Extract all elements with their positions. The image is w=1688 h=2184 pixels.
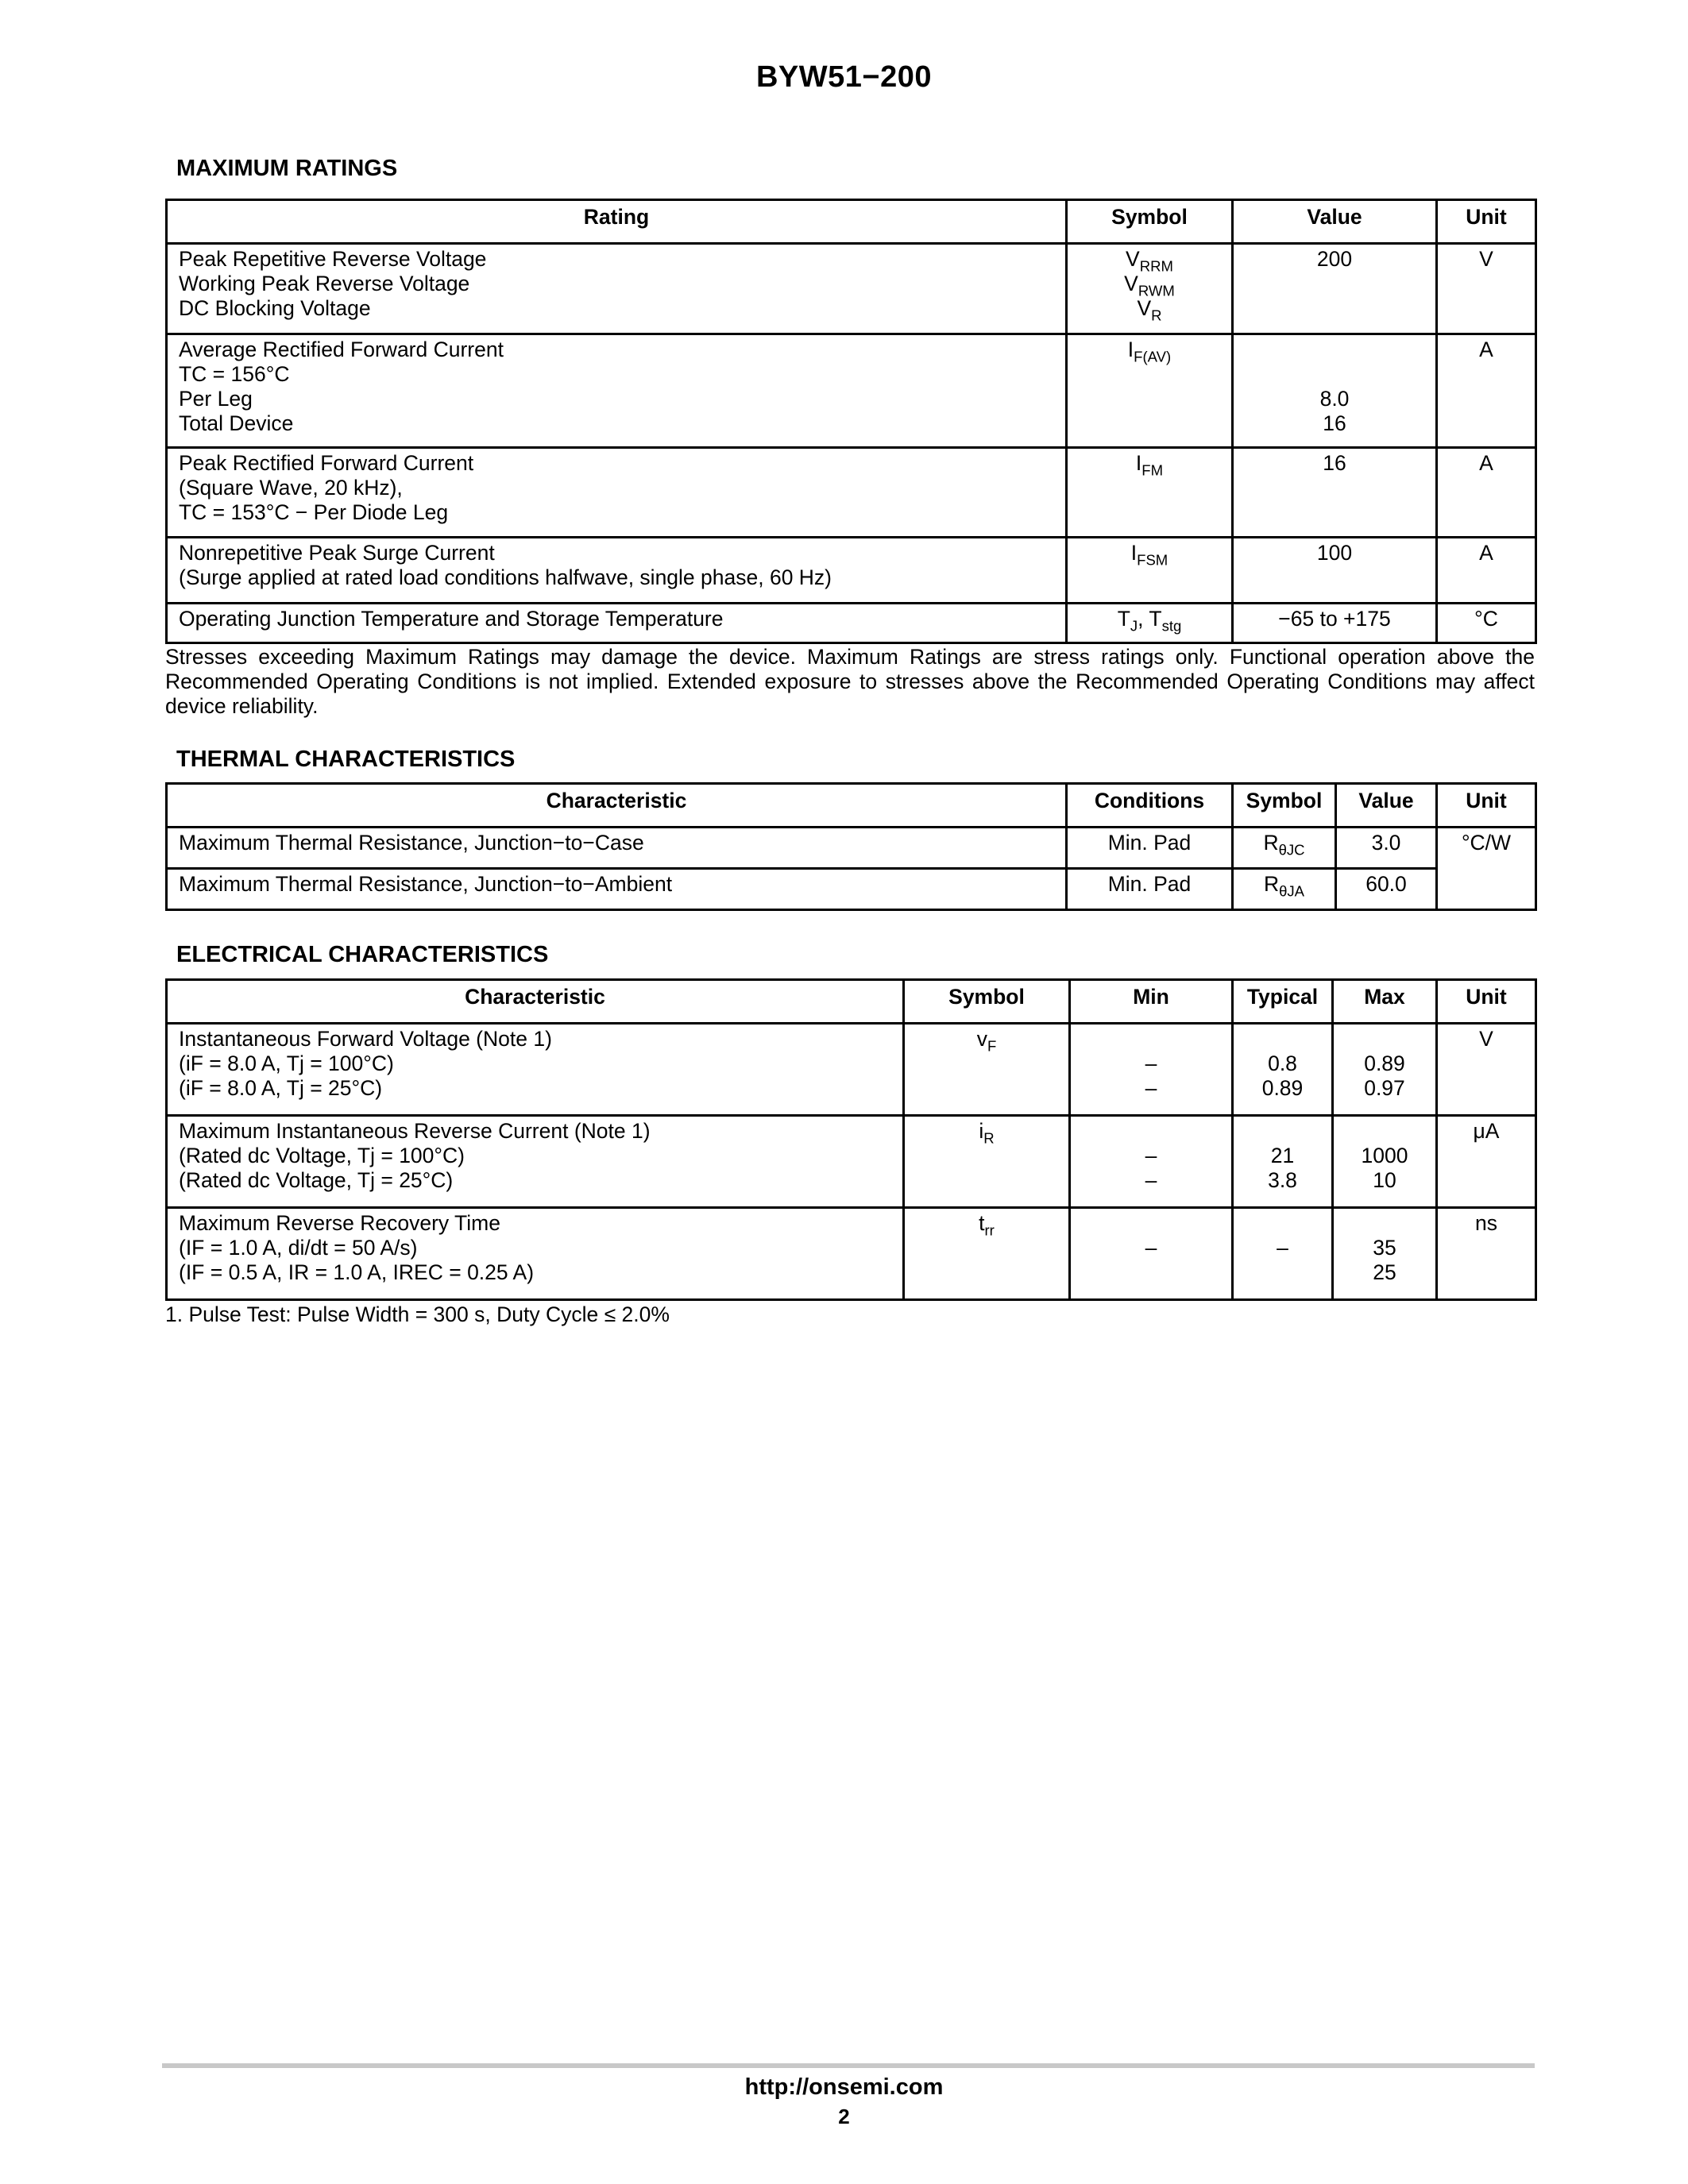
characteristic-cell bbox=[167, 1116, 904, 1208]
symbol: $I_{FSM}$ bbox=[1130, 541, 1168, 569]
value-cell bbox=[1233, 334, 1437, 448]
symbol: $V_{RWM}$ bbox=[1124, 272, 1175, 299]
value: 8.0 bbox=[1319, 387, 1350, 411]
thermal-header-row bbox=[167, 784, 1536, 828]
table-row bbox=[167, 1116, 1536, 1208]
header-rating: Rating bbox=[167, 200, 1067, 244]
characteristic-line: (IF = 0.5 A, IR = 1.0 A, IREC = 0.25 A) bbox=[179, 1260, 535, 1284]
rating-line: Nonrepetitive Peak Surge Current bbox=[179, 541, 495, 565]
header-symbol: Symbol bbox=[1067, 200, 1233, 244]
characteristic-cell bbox=[167, 1024, 904, 1116]
header-symbol: Symbol bbox=[904, 980, 1070, 1024]
rating-line: TC = 153°C − Per Diode Leg bbox=[179, 500, 449, 524]
electrical-header-row bbox=[167, 980, 1536, 1024]
symbol: $V_R$ bbox=[1137, 296, 1162, 324]
symbol-cell: $R_{\theta JA}$ bbox=[1233, 869, 1336, 910]
symbol-cell bbox=[1067, 244, 1233, 334]
header-characteristic: Characteristic bbox=[167, 980, 904, 1024]
value: 100 bbox=[1316, 541, 1353, 565]
symbol: $I_{F(AV)}$ bbox=[1127, 338, 1172, 365]
rating-line: DC Blocking Voltage bbox=[179, 296, 371, 320]
footnote: 1. Pulse Test: Pulse Width = 300 s, Duty Cycle ≤ 2.0% bbox=[165, 1302, 670, 1326]
symbol-cell bbox=[1067, 334, 1233, 448]
unit-cell: A bbox=[1437, 448, 1536, 538]
unit-cell: °C/W bbox=[1437, 828, 1536, 910]
max-ratings-table bbox=[165, 199, 1537, 644]
symbol-cell: $T_J$, $T_{stg}$ bbox=[1067, 604, 1233, 643]
min-cell: – bbox=[1070, 1208, 1233, 1300]
characteristic-cell: Maximum Thermal Resistance, Junction−to−Ambient bbox=[167, 869, 1067, 910]
characteristic-line: (Rated dc Voltage, Tj = 25°C) bbox=[179, 1168, 454, 1192]
symbol: $V_{RRM}$ bbox=[1126, 247, 1173, 275]
unit-cell: ns bbox=[1437, 1208, 1536, 1300]
header-characteristic: Characteristic bbox=[167, 784, 1067, 828]
max-ratings-note: Stresses exceeding Maximum Ratings may damage the device. Maximum Ratings are stress ratings only. Functional operation above the Recommended Operating Conditions is not implied. Extended exposure to stresses above the Recommended Operating Conditions may affect device reliability. bbox=[165, 645, 1535, 718]
value-cell: 60.0 bbox=[1336, 869, 1437, 910]
electrical-heading: ELECTRICAL CHARACTERISTICS bbox=[176, 942, 549, 967]
value-cell bbox=[1233, 244, 1437, 334]
unit-cell: A bbox=[1437, 538, 1536, 604]
table-row bbox=[167, 334, 1536, 448]
unit-cell: A bbox=[1437, 334, 1536, 448]
value: 16 bbox=[1323, 451, 1346, 475]
header-unit: Unit bbox=[1437, 980, 1536, 1024]
value-cell bbox=[1233, 538, 1437, 604]
value-cell: −65 to +175 bbox=[1233, 604, 1437, 643]
footer-divider bbox=[162, 2063, 1535, 2068]
rating-cell bbox=[167, 244, 1067, 334]
rating-cell bbox=[167, 448, 1067, 538]
table-row bbox=[167, 604, 1536, 643]
max-ratings-heading: MAXIMUM RATINGS bbox=[176, 156, 398, 181]
rating-line: Per Leg bbox=[179, 387, 253, 411]
unit-cell: V bbox=[1437, 1024, 1536, 1116]
characteristic-line: Maximum Instantaneous Reverse Current (Note 1) bbox=[179, 1119, 651, 1143]
header-symbol: Symbol bbox=[1233, 784, 1336, 828]
header-typical: Typical bbox=[1233, 980, 1333, 1024]
rating-line: (Square Wave, 20 kHz), bbox=[179, 476, 403, 500]
symbol-cell: $R_{\theta JC}$ bbox=[1233, 828, 1336, 869]
conditions-cell: Min. Pad bbox=[1067, 828, 1233, 869]
rating-line: Peak Repetitive Reverse Voltage bbox=[179, 247, 487, 271]
characteristic-line: (iF = 8.0 A, Tj = 100°C) bbox=[179, 1051, 394, 1075]
symbol-cell: $v_F$ bbox=[904, 1024, 1070, 1116]
typical-cell: 0.8 0.89 bbox=[1233, 1024, 1333, 1116]
header-value: Value bbox=[1233, 200, 1437, 244]
max-cell: 0.89 0.97 bbox=[1333, 1024, 1437, 1116]
unit-cell: °C bbox=[1437, 604, 1536, 643]
symbol: $I_{FM}$ bbox=[1135, 451, 1164, 479]
value-cell: 3.0 bbox=[1336, 828, 1437, 869]
rating-line: (Surge applied at rated load conditions halfwave, single phase, 60 Hz) bbox=[179, 565, 832, 589]
typical-cell: 21 3.8 bbox=[1233, 1116, 1333, 1208]
thermal-heading: THERMAL CHARACTERISTICS bbox=[176, 747, 516, 772]
min-cell: – – bbox=[1070, 1024, 1233, 1116]
document-title: BYW51−200 bbox=[755, 60, 932, 94]
rating-line: TC = 156°C bbox=[179, 362, 290, 386]
table-row bbox=[167, 538, 1536, 604]
value: 200 bbox=[1316, 247, 1353, 271]
characteristic-line: (IF = 1.0 A, di/dt = 50 A/s) bbox=[179, 1236, 418, 1260]
header-value: Value bbox=[1336, 784, 1437, 828]
value-cell bbox=[1233, 448, 1437, 538]
conditions-cell: Min. Pad bbox=[1067, 869, 1233, 910]
symbol-cell bbox=[1067, 538, 1233, 604]
rating-line: Peak Rectified Forward Current bbox=[179, 451, 474, 475]
characteristic-cell: Maximum Thermal Resistance, Junction−to−Case bbox=[167, 828, 1067, 869]
page-number: 2 bbox=[838, 2105, 850, 2128]
table-row bbox=[167, 448, 1536, 538]
table-row bbox=[167, 828, 1536, 869]
header-unit: Unit bbox=[1437, 200, 1536, 244]
unit-cell: V bbox=[1437, 244, 1536, 334]
characteristic-line: Instantaneous Forward Voltage (Note 1) bbox=[179, 1027, 552, 1051]
table-row bbox=[167, 1208, 1536, 1300]
symbol-cell: $t_{rr}$ bbox=[904, 1208, 1070, 1300]
characteristic-line: (iF = 8.0 A, Tj = 25°C) bbox=[179, 1076, 383, 1100]
rating-line: Average Rectified Forward Current bbox=[179, 338, 504, 361]
table-row bbox=[167, 1024, 1536, 1116]
characteristic-line: Maximum Reverse Recovery Time bbox=[179, 1211, 500, 1235]
max-cell: 35 25 bbox=[1333, 1208, 1437, 1300]
rating-cell: Operating Junction Temperature and Storage Temperature bbox=[167, 604, 1067, 643]
header-conditions: Conditions bbox=[1067, 784, 1233, 828]
typical-cell: – bbox=[1233, 1208, 1333, 1300]
rating-line: Total Device bbox=[179, 411, 294, 435]
footer-link[interactable]: http://onsemi.com bbox=[744, 2074, 944, 2100]
header-max: Max bbox=[1333, 980, 1437, 1024]
header-unit: Unit bbox=[1437, 784, 1536, 828]
rating-cell bbox=[167, 334, 1067, 448]
max-cell: 1000 10 bbox=[1333, 1116, 1437, 1208]
characteristic-line: (Rated dc Voltage, Tj = 100°C) bbox=[179, 1144, 465, 1167]
min-cell: – – bbox=[1070, 1116, 1233, 1208]
symbol-cell bbox=[1067, 448, 1233, 538]
rating-line: Working Peak Reverse Voltage bbox=[179, 272, 470, 295]
max-ratings-header-row bbox=[167, 200, 1536, 244]
thermal-table bbox=[165, 782, 1537, 911]
symbol-cell: $i_R$ bbox=[904, 1116, 1070, 1208]
unit-cell: μA bbox=[1437, 1116, 1536, 1208]
table-row bbox=[167, 244, 1536, 334]
electrical-table bbox=[165, 978, 1537, 1301]
header-min: Min bbox=[1070, 980, 1233, 1024]
value: 16 bbox=[1323, 411, 1346, 435]
rating-cell bbox=[167, 538, 1067, 604]
table-row bbox=[167, 869, 1536, 910]
characteristic-cell bbox=[167, 1208, 904, 1300]
